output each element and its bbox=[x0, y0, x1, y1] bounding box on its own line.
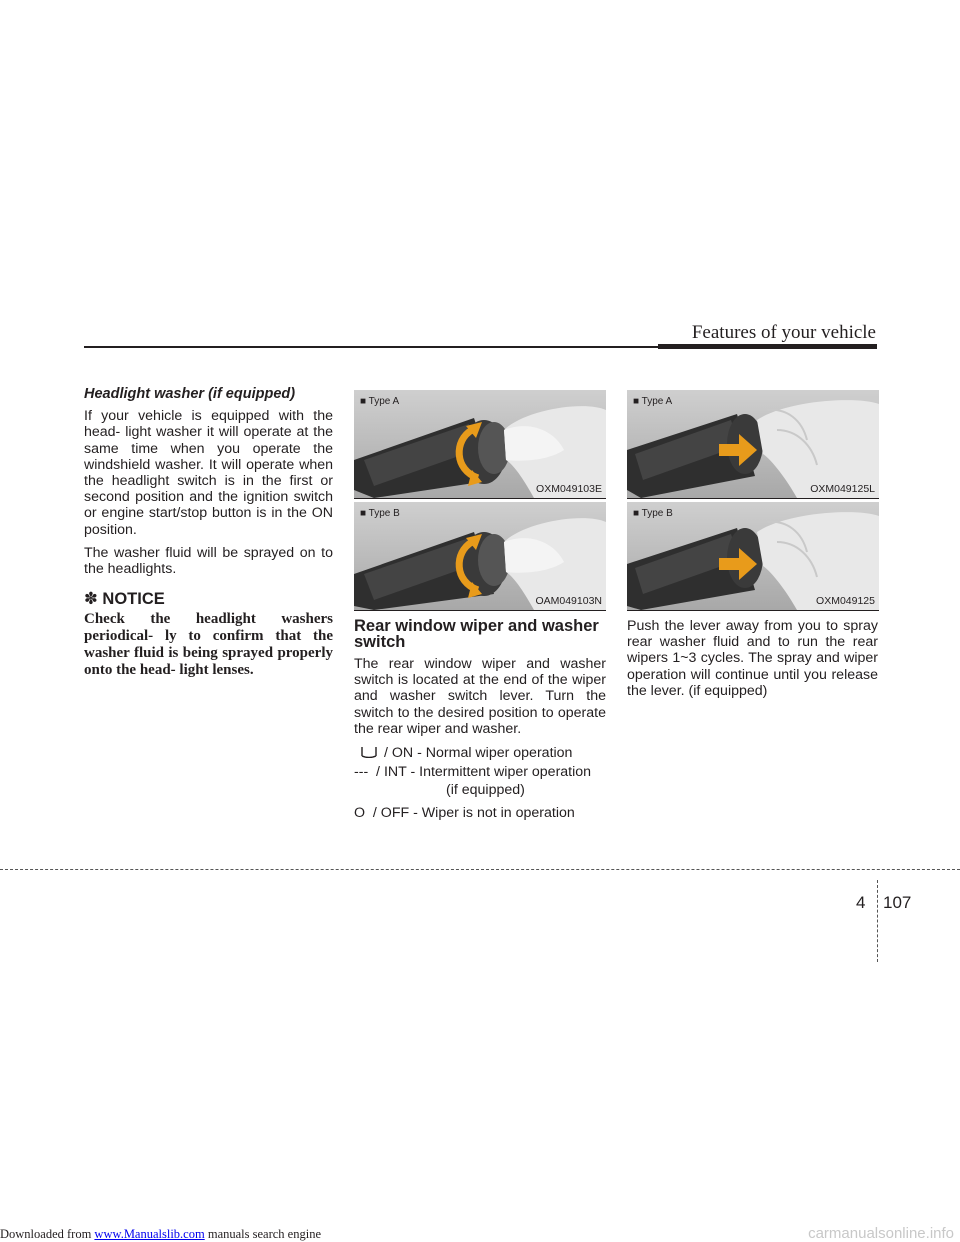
mode-on-line bbox=[354, 744, 606, 762]
figure-code: OXM049125L bbox=[810, 482, 875, 495]
middle-column bbox=[354, 390, 606, 823]
figure-type-label: ■ Type A bbox=[633, 396, 673, 407]
figure-type-label: ■ Type A bbox=[360, 396, 400, 407]
download-suffix: manuals search engine bbox=[204, 1227, 321, 1241]
rear-wiper-heading: Rear window wiper and washer switch bbox=[354, 617, 599, 651]
footer-dashed-rule bbox=[0, 869, 960, 870]
notice-body: Check the headlight washers periodical- ly to confirm that the washer fluid is being sprayed properly onto the head- light lenses. bbox=[84, 611, 333, 679]
notice-heading: ✽ NOTICE bbox=[84, 590, 165, 609]
download-source-line bbox=[0, 1227, 321, 1242]
mode-off-line: O / OFF - Wiper is not in operation bbox=[354, 804, 575, 821]
mode-int-line: --- / INT - Intermittent wiper operation bbox=[354, 764, 592, 781]
figure-type-label: ■ Type B bbox=[360, 508, 400, 519]
figure-washer-push-type-b bbox=[627, 502, 879, 611]
figure-code: OXM049103E bbox=[536, 482, 602, 495]
footer-vertical-dashed-rule bbox=[877, 880, 878, 962]
figure-code: OAM049103N bbox=[535, 594, 602, 607]
figure-code: OXM049125 bbox=[816, 594, 875, 607]
headlight-washer-para1: If your vehicle is equipped with the head- light washer it will operate at the same time when you operate the windshield washer. It will operate when the headlight switch is in the first or second position and the ignition switch or engine start/stop button is in the ON position. bbox=[84, 408, 333, 538]
download-prefix: Downloaded from bbox=[0, 1227, 95, 1241]
mode-int-sub: (if equipped) bbox=[446, 782, 525, 799]
headlight-washer-para2: The washer fluid will be sprayed on to the headlights. bbox=[84, 544, 333, 578]
section-title: Features of your vehicle bbox=[691, 322, 876, 343]
figure-rear-wiper-type-a bbox=[354, 390, 606, 499]
right-column bbox=[627, 390, 878, 706]
rear-wiper-para: The rear window wiper and washer switch is located at the end of the wiper and washer switch lever. Turn the switch to the desired position to operate the rear wiper and washer. bbox=[354, 656, 606, 737]
washer-push-para: Push the lever away from you to spray rear washer fluid and to run the rear wipers 1~3 cycles. The spray and wiper operation will continue until you release the lever. (if equipped) bbox=[627, 618, 878, 699]
wiper-symbol-icon bbox=[360, 744, 378, 762]
header-rule-thick bbox=[658, 344, 877, 349]
chapter-number: 4 bbox=[856, 893, 866, 912]
left-column bbox=[84, 386, 333, 679]
figure-type-label: ■ Type B bbox=[633, 508, 673, 519]
manualslib-link[interactable]: www.Manualslib.com bbox=[94, 1227, 205, 1241]
headlight-washer-heading: Headlight washer (if equipped) bbox=[84, 386, 296, 402]
watermark: carmanualsonline.info bbox=[808, 1225, 954, 1242]
figure-washer-push-type-a bbox=[627, 390, 879, 499]
mode-on-text: / ON - Normal wiper operation bbox=[384, 744, 573, 761]
page-number: 107 bbox=[883, 893, 912, 912]
figure-rear-wiper-type-b bbox=[354, 502, 606, 611]
